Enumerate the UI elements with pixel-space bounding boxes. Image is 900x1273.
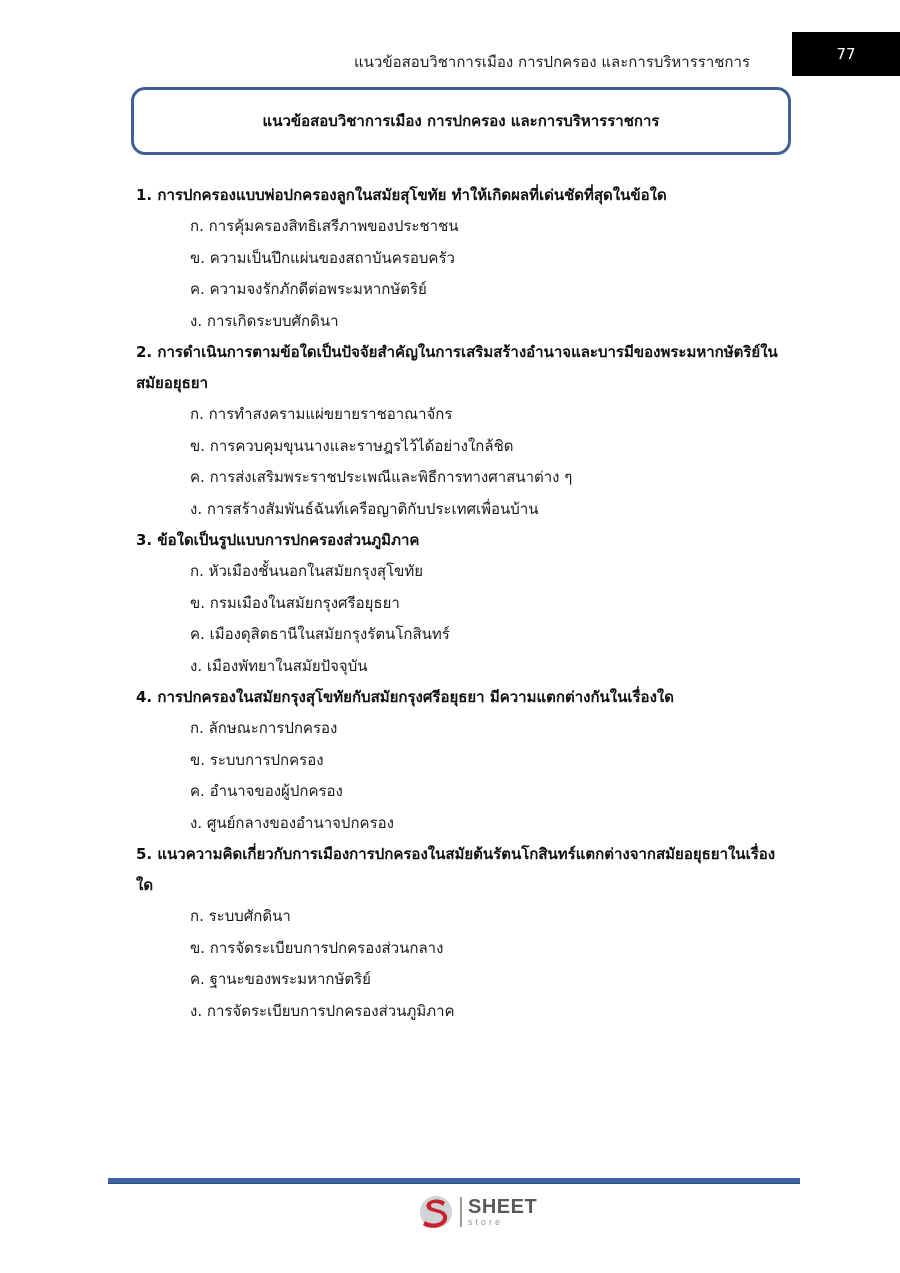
question-text-line-1: 2. การดำเนินการตามข้อใดเป็นปัจจัยสำคัญในการเสริมสร้างอำนาจและบารมีของพระมหากษัตริย์ใน	[136, 343, 778, 361]
option: ข. ความเป็นปึกแผ่นของสถาบันครอบครัว	[190, 248, 455, 267]
question-text: 4. การปกครองในสมัยกรุงสุโขทัยกับสมัยกรุงศรีอยุธยา มีความแตกต่างกันในเรื่องใด	[136, 688, 674, 706]
option: ค. ฐานะของพระมหากษัตริย์	[190, 970, 371, 988]
option: ง. ศูนย์กลางของอำนาจปกครอง	[190, 813, 394, 832]
footer-line	[108, 1178, 800, 1183]
question-list	[136, 180, 796, 1027]
option: ข. การจัดระเบียบการปกครองส่วนกลาง	[190, 938, 444, 957]
logo-text	[468, 1197, 537, 1227]
logo-main-text: SHEET	[468, 1196, 538, 1218]
question-3	[136, 525, 796, 682]
question-1	[136, 180, 796, 337]
option: ก. ลักษณะการปกครอง	[190, 719, 338, 737]
question-text: 3. ข้อใดเป็นรูปแบบการปกครองส่วนภูมิภาค	[136, 531, 420, 549]
option: ก. ระบบศักดินา	[190, 907, 291, 925]
option: ข. ระบบการปกครอง	[190, 750, 324, 769]
logo-divider	[460, 1197, 462, 1227]
option: ง. การเกิดระบบศักดินา	[190, 311, 339, 330]
option: ข. การควบคุมขุนนางและราษฎรไว้ได้อย่างใกล้ชิด	[190, 436, 514, 455]
footer-logo	[418, 1192, 537, 1232]
header-title: แนวข้อสอบวิชาการเมือง การปกครอง และการบริหารราชการ	[354, 53, 750, 71]
option: ค. อำนาจของผู้ปกครอง	[190, 782, 343, 800]
sheetstore-s-logo-icon	[418, 1193, 454, 1231]
option: ก. การคุ้มครองสิทธิเสรีภาพของประชาชน	[190, 217, 459, 235]
option: ง. การสร้างสัมพันธ์ฉันท์เครือญาติกับประเทศเพื่อนบ้าน	[190, 499, 539, 518]
question-text: 1. การปกครองแบบพ่อปกครองลูกในสมัยสุโขทัย ทำให้เกิดผลที่เด่นชัดที่สุดในข้อใด	[136, 186, 667, 204]
option: ง. เมืองพัทยาในสมัยปัจจุบัน	[190, 656, 368, 675]
question-2	[136, 337, 796, 525]
logo-sub-text: store	[468, 1217, 504, 1227]
option: ก. การทำสงครามแผ่ขยายราชอาณาจักร	[190, 405, 453, 423]
option: ง. การจัดระเบียบการปกครองส่วนภูมิภาค	[190, 1001, 455, 1020]
option: ค. ความจงรักภักดีต่อพระมหากษัตริย์	[190, 280, 427, 298]
option: ก. หัวเมืองชั้นนอกในสมัยกรุงสุโขทัย	[190, 562, 424, 580]
page-number-box	[792, 32, 900, 76]
question-text-line-2: สมัยอยุธยา	[136, 374, 208, 392]
option: ค. การส่งเสริมพระราชประเพณีและพิธีการทางศาสนาต่าง ๆ	[190, 468, 573, 486]
title-box	[131, 87, 791, 155]
question-5	[136, 839, 796, 1027]
option: ค. เมืองดุสิตธานีในสมัยกรุงรัตนโกสินทร์	[190, 625, 450, 643]
title-box-text: แนวข้อสอบวิชาการเมือง การปกครอง และการบริหารราชการ	[262, 112, 660, 130]
question-4	[136, 682, 796, 839]
page-number: 77	[836, 45, 856, 63]
option: ข. กรมเมืองในสมัยกรุงศรีอยุธยา	[190, 593, 400, 612]
question-text-line-1: 5. แนวความคิดเกี่ยวกับการเมืองการปกครองในสมัยต้นรัตนโกสินทร์แตกต่างจากสมัยอยุธยาในเรื่อง	[136, 845, 776, 863]
question-text-line-2: ใด	[136, 876, 154, 894]
